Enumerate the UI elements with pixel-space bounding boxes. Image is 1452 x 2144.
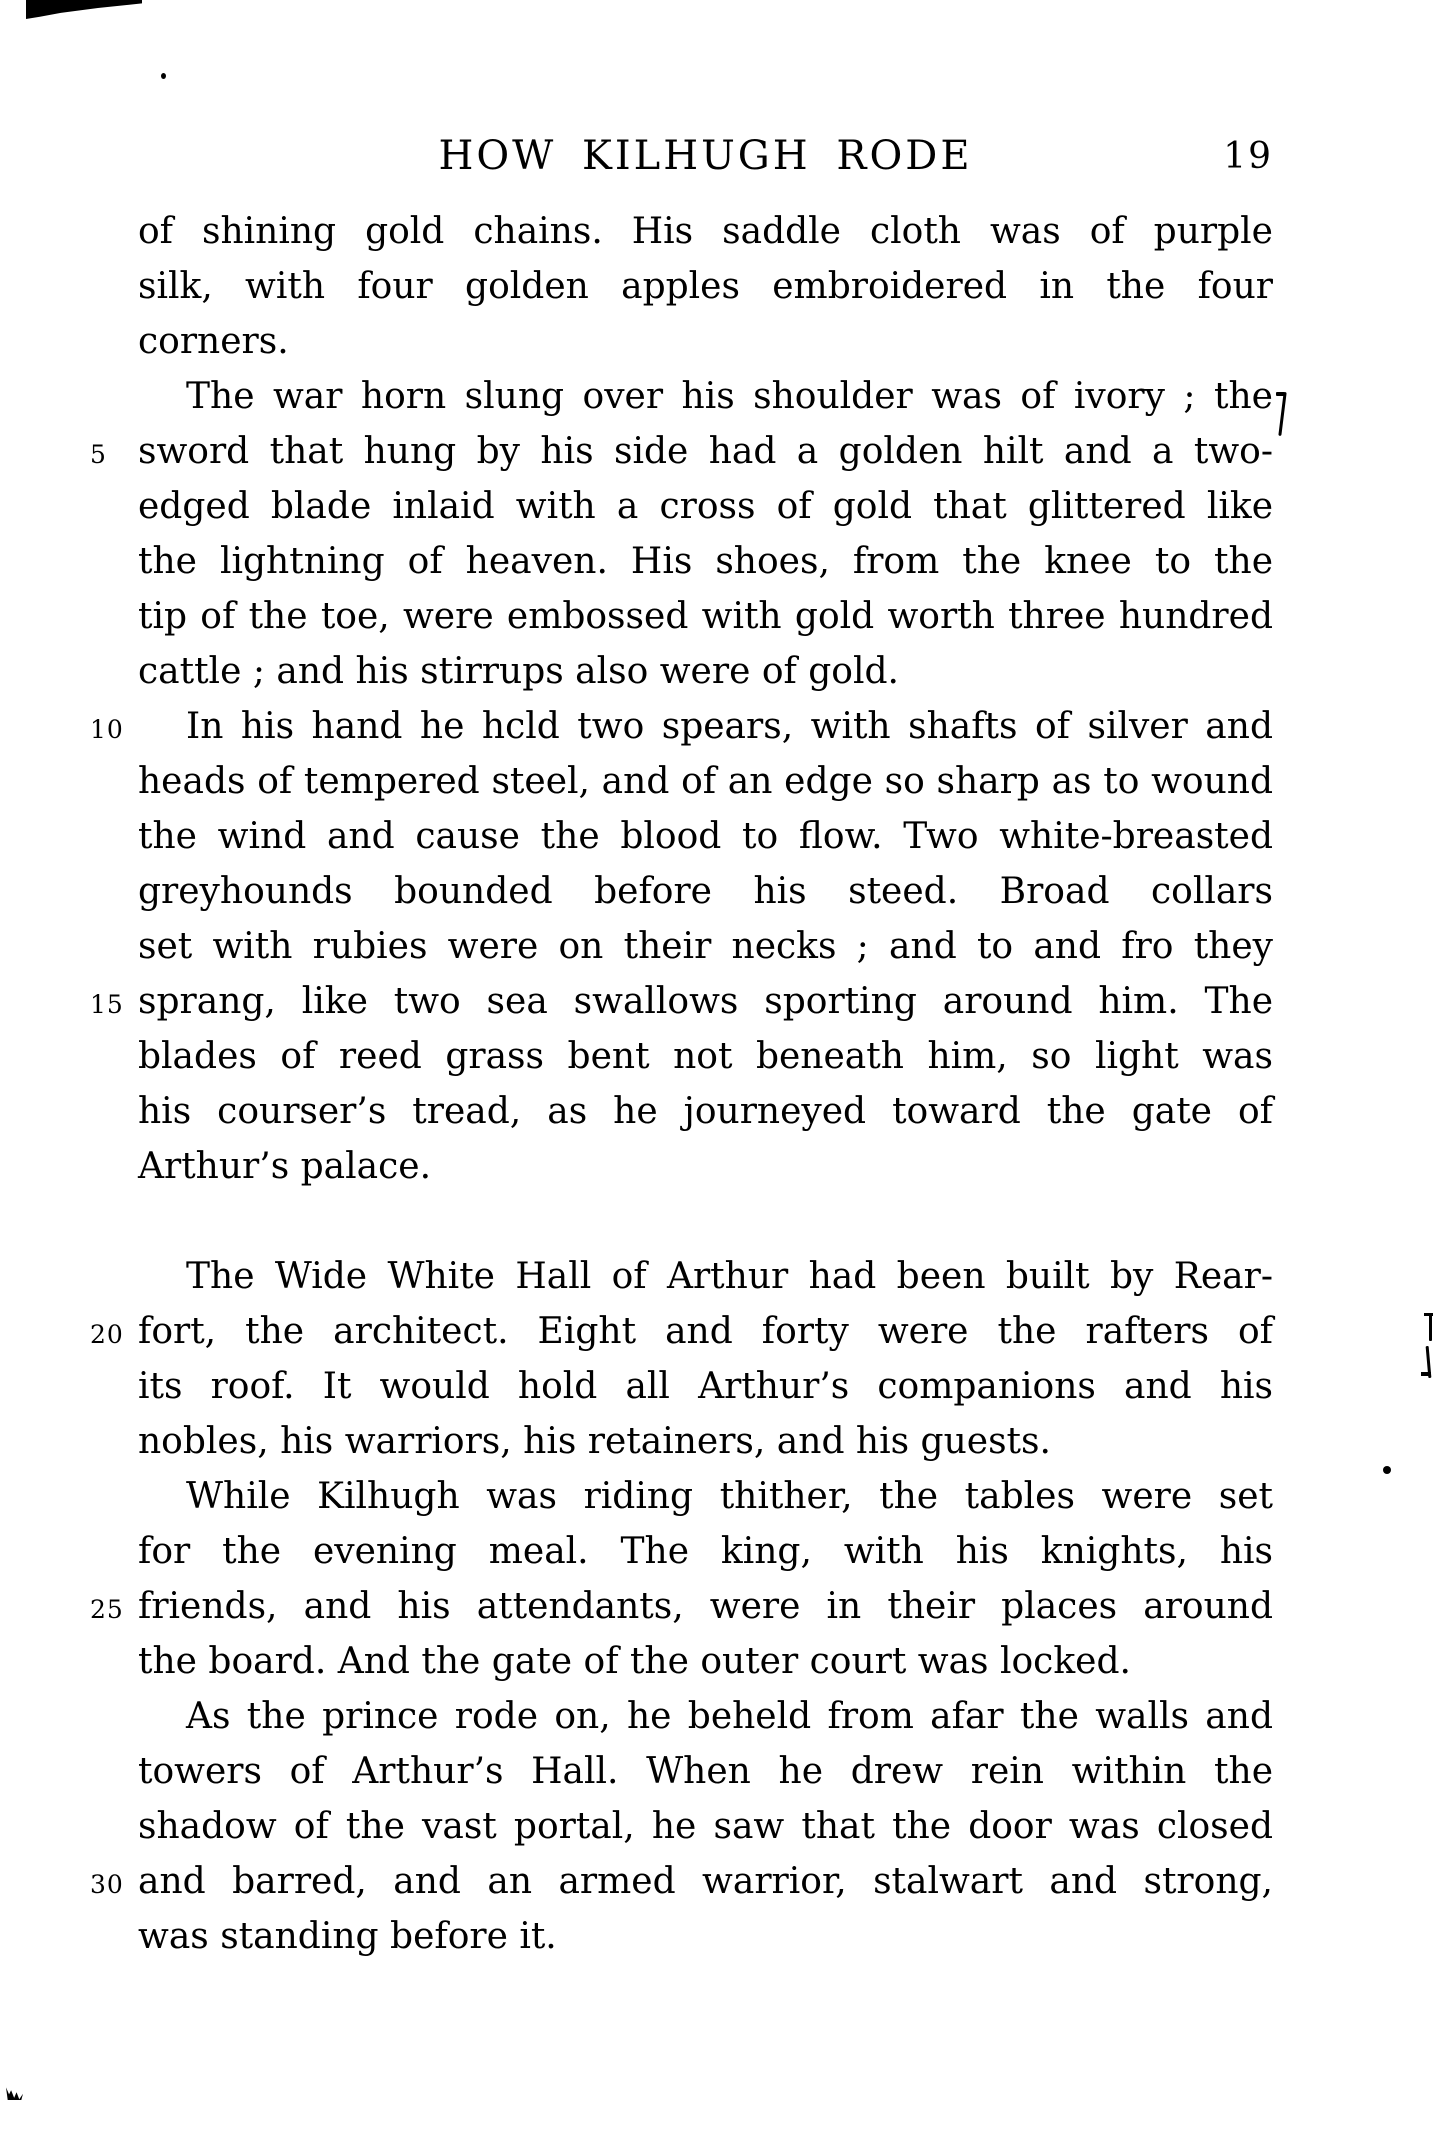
line-text: heads of tempered steel, and of an edge so sharp as to wound xyxy=(138,761,1273,802)
text-line xyxy=(138,479,1273,534)
text-line xyxy=(138,1799,1273,1854)
chapter-title: HOW KILHUGH RODE xyxy=(438,133,973,179)
scan-artifact-dot-above-title xyxy=(161,73,166,79)
line-number: 25 xyxy=(90,1595,124,1624)
line-text: the board. And the gate of the outer court was locked. xyxy=(138,1641,1131,1682)
line-number: 30 xyxy=(90,1870,124,1899)
line-text: cattle ; and his stirrups also were of gold. xyxy=(138,651,899,692)
line-text: The Wide White Hall of Arthur had been built by Rear- xyxy=(186,1256,1273,1297)
scan-artifact-margin-scratch-upper-serif xyxy=(1424,1313,1433,1316)
line-text: its roof. It would hold all Arthur’s companions and his xyxy=(138,1366,1273,1407)
line-text: tip of the toe, were embossed with gold worth three hundred xyxy=(138,596,1273,637)
text-line xyxy=(138,259,1273,314)
text-line xyxy=(138,1744,1273,1799)
text-line xyxy=(90,1304,1273,1359)
line-text: edged blade inlaid with a cross of gold that glittered like xyxy=(138,486,1273,527)
text-line xyxy=(90,699,1273,754)
line-text: and barred, and an armed warrior, stalwart and strong, xyxy=(138,1861,1273,1902)
line-text: fort, the architect. Eight and forty were the rafters of xyxy=(138,1311,1273,1352)
scan-artifact-margin-ink-dot xyxy=(1383,1466,1391,1474)
line-text: was standing before it. xyxy=(138,1916,557,1957)
scan-artifact-bottom-left-ink-mark xyxy=(6,2086,23,2100)
line-text: greyhounds bounded before his steed. Broad collars xyxy=(138,871,1273,912)
text-line xyxy=(90,1854,1273,1909)
line-text: silk, with four golden apples embroidered in the four xyxy=(138,266,1273,307)
text-line xyxy=(138,919,1273,974)
text-line xyxy=(138,1909,1273,1964)
line-text: of shining gold chains. His saddle cloth was of purple xyxy=(138,211,1273,252)
text-line xyxy=(90,1579,1273,1634)
line-number: 10 xyxy=(90,715,124,744)
text-line xyxy=(90,424,1273,479)
running-head xyxy=(138,132,1273,182)
text-line xyxy=(138,1634,1273,1689)
line-text: blades of reed grass bent not beneath him, so light was xyxy=(138,1036,1273,1077)
text-line xyxy=(138,1469,1273,1524)
line-text: friends, and his attendants, were in their places around xyxy=(138,1586,1273,1627)
text-line xyxy=(138,1689,1273,1744)
line-number: 15 xyxy=(90,990,124,1019)
text-line xyxy=(138,644,1273,699)
text-block xyxy=(90,204,1273,1964)
text-line xyxy=(138,204,1273,259)
scan-artifact-margin-scratch-upper xyxy=(1429,1315,1432,1341)
text-line xyxy=(138,754,1273,809)
line-text: As the prince rode on, he beheld from afar the walls and xyxy=(186,1696,1273,1737)
text-line xyxy=(138,314,1273,369)
line-text: for the evening meal. The king, with his knights, his xyxy=(138,1531,1273,1572)
text-line xyxy=(138,809,1273,864)
text-line xyxy=(138,1029,1273,1084)
line-text: the lightning of heaven. His shoes, from the knee to the xyxy=(138,541,1273,582)
line-text: his courser’s tread, as he journeyed toward the gate of xyxy=(138,1091,1273,1132)
scan-artifact-corner-ink-wedge xyxy=(26,0,142,19)
line-number: 20 xyxy=(90,1320,124,1349)
text-line xyxy=(138,369,1273,424)
line-text: sword that hung by his side had a golden hilt and a two- xyxy=(138,431,1273,472)
text-line xyxy=(138,1414,1273,1469)
text-line xyxy=(138,1249,1273,1304)
line-text: sprang, like two sea swallows sporting around him. The xyxy=(138,981,1273,1022)
line-number: 5 xyxy=(90,440,107,469)
text-line xyxy=(138,1359,1273,1414)
text-line xyxy=(138,1524,1273,1579)
line-text: Arthur’s palace. xyxy=(138,1146,432,1187)
text-line xyxy=(90,974,1273,1029)
line-text: set with rubies were on their necks ; and to and fro they xyxy=(138,926,1273,967)
line-text: In his hand he hcld two spears, with shafts of silver and xyxy=(186,706,1273,747)
line-text: The war horn slung over his shoulder was of ivory ; the xyxy=(186,376,1273,417)
line-text: corners. xyxy=(138,321,289,362)
text-line xyxy=(138,1084,1273,1139)
text-line xyxy=(138,1139,1273,1194)
line-text: the wind and cause the blood to flow. Two white-breasted xyxy=(138,816,1273,857)
text-line xyxy=(138,864,1273,919)
page-number: 19 xyxy=(1223,136,1273,177)
line-text: towers of Arthur’s Hall. When he drew rein within the xyxy=(138,1751,1273,1792)
text-line xyxy=(138,534,1273,589)
text-line xyxy=(138,589,1273,644)
scan-artifact-stray-stroke xyxy=(1278,392,1286,436)
scan-artifact-margin-scratch-lower-foot xyxy=(1421,1372,1431,1376)
line-text: shadow of the vast portal, he saw that the door was closed xyxy=(138,1806,1273,1847)
line-text: nobles, his warriors, his retainers, and his guests. xyxy=(138,1421,1051,1462)
line-text: While Kilhugh was riding thither, the tables were set xyxy=(186,1476,1273,1517)
scan-artifact-stray-stroke-flag xyxy=(1276,392,1285,396)
